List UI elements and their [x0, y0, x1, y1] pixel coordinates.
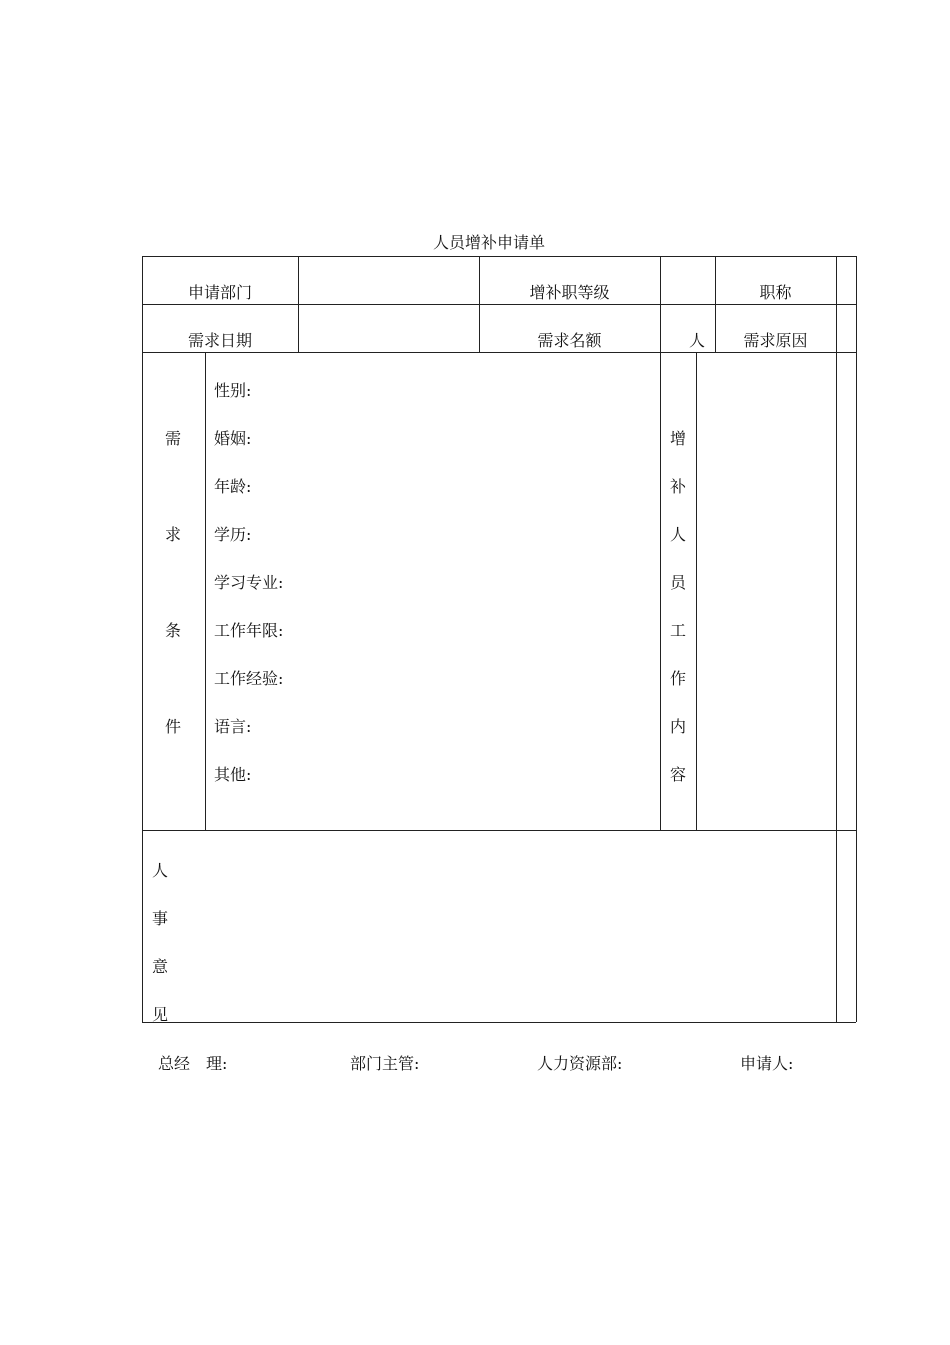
table-col-divider	[660, 352, 661, 830]
requirement-item: 性别:	[214, 381, 252, 400]
table-border-left	[142, 256, 143, 1022]
table-border-top	[142, 256, 856, 257]
work-content-side-char: 作	[669, 669, 686, 688]
applicant-signature-label: 申请人:	[740, 1054, 794, 1073]
table-border-bottom	[142, 1022, 856, 1023]
requirement-item: 年龄:	[214, 477, 252, 496]
table-col-divider	[298, 256, 299, 352]
requirement-item: 学历:	[214, 525, 252, 544]
table-col-divider	[660, 256, 661, 352]
form-title: 人员增补申请单	[432, 233, 545, 252]
date-label: 需求日期	[187, 331, 252, 350]
grade-label: 增补职等级	[529, 283, 610, 302]
date-value-field[interactable]	[300, 328, 478, 350]
work-content-side-char: 人	[669, 525, 686, 544]
dept-value-field[interactable]	[300, 280, 478, 302]
requirements-side-char: 条	[164, 621, 181, 640]
hr-opinion-side-char: 见	[151, 1005, 168, 1024]
work-content-side-char: 容	[669, 765, 686, 784]
reason-label: 需求原因	[743, 331, 808, 350]
requirement-item: 工作年限:	[214, 621, 284, 640]
requirements-side-char: 需	[164, 429, 181, 448]
hr-opinion-field[interactable]	[180, 832, 834, 1020]
dept-head-signature-label: 部门主管:	[350, 1054, 420, 1073]
hr-opinion-side-char: 意	[151, 957, 168, 976]
grade-value-field[interactable]	[662, 280, 714, 302]
table-row-divider	[142, 352, 856, 353]
work-content-side-char: 工	[669, 621, 686, 640]
hr-opinion-side-char: 人	[151, 861, 168, 880]
table-row-divider	[142, 830, 856, 831]
table-border-right	[856, 256, 857, 1022]
requirement-item: 学习专业:	[214, 573, 284, 592]
gm-signature-label: 总经 理:	[158, 1054, 228, 1073]
work-content-side-char: 增	[669, 429, 686, 448]
table-col-divider	[696, 352, 697, 830]
dept-label: 申请部门	[187, 283, 252, 302]
requirement-item: 工作经验:	[214, 669, 284, 688]
hr-dept-signature-label: 人力资源部:	[537, 1054, 623, 1073]
table-inner-right-border	[836, 256, 837, 1022]
requirement-item: 语言:	[214, 717, 252, 736]
quota-label: 需求名额	[537, 331, 602, 350]
quota-unit: 人	[689, 331, 706, 350]
table-row-divider	[142, 304, 856, 305]
requirement-item: 其他:	[214, 765, 252, 784]
work-content-field[interactable]	[698, 354, 835, 829]
hr-opinion-side-char: 事	[151, 909, 168, 928]
requirements-side-char: 求	[164, 525, 181, 544]
requirements-side-char: 件	[164, 717, 181, 736]
table-col-divider	[205, 352, 206, 830]
work-content-side-char: 员	[669, 573, 686, 592]
work-content-side-char: 补	[669, 477, 686, 496]
work-content-side-char: 内	[669, 717, 686, 736]
position-label: 职称	[759, 283, 792, 302]
requirement-item: 婚姻:	[214, 429, 252, 448]
